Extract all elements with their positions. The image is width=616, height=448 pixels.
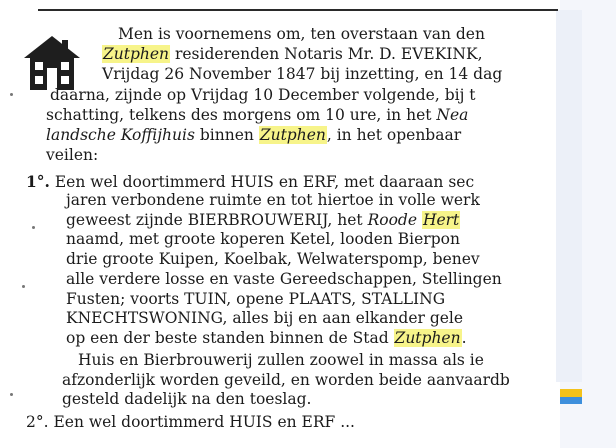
text-segment: , in het openbaar bbox=[326, 126, 462, 144]
text-segment: drie groote Kuipen, Koelbak, Welwaterspomp, benev bbox=[66, 250, 480, 268]
text-line bbox=[62, 372, 510, 389]
text-line bbox=[46, 127, 461, 144]
print-speck bbox=[10, 93, 13, 96]
text-segment: residerenden Notaris Mr. D. EVEKINK, bbox=[170, 45, 483, 63]
text-segment: naamd, met groote koperen Ketel, looden Bierpon bbox=[66, 230, 460, 248]
highlighted-word: Zutphen bbox=[259, 126, 326, 144]
blue-marker bbox=[560, 397, 582, 404]
text-line bbox=[78, 352, 484, 369]
text-segment: alle verdere losse en vaste Gereedschappen, Stellingen bbox=[66, 270, 502, 288]
text-line bbox=[26, 173, 474, 191]
text-segment: Vrijdag 26 November 1847 bij inzetting, en 14 dag bbox=[102, 65, 503, 83]
text-line bbox=[118, 26, 485, 43]
highlighted-word: Hert bbox=[422, 211, 460, 229]
text-segment: 1°. bbox=[26, 172, 50, 191]
text-segment: 2°. Een wel doortimmerd HUIS en ERF ... bbox=[26, 413, 355, 431]
text-line bbox=[46, 147, 98, 164]
text-segment: daarna, zijnde op Vrijdag 10 December volgende, bij t bbox=[50, 86, 476, 104]
text-segment: geweest zijnde BIERBROUWERIJ, het bbox=[66, 211, 368, 229]
text-line bbox=[62, 391, 311, 408]
side-strip-shade bbox=[556, 10, 582, 382]
top-rule bbox=[38, 9, 558, 11]
text-line bbox=[66, 271, 502, 288]
text-line bbox=[102, 66, 502, 83]
text-line bbox=[66, 310, 463, 327]
text-segment: op een der beste standen binnen de Stad bbox=[66, 329, 394, 347]
text-segment: binnen bbox=[194, 126, 259, 144]
house-icon bbox=[22, 34, 82, 92]
yellow-marker bbox=[560, 389, 582, 397]
highlighted-word: Zutphen bbox=[103, 45, 170, 63]
text-segment: . bbox=[461, 329, 467, 347]
text-segment: Een wel doortimmerd HUIS en ERF, met daaraan sec bbox=[49, 173, 475, 191]
text-segment: schatting, telkens des morgens om 10 ure, in het bbox=[46, 106, 437, 124]
text-line bbox=[50, 87, 476, 104]
text-line bbox=[102, 46, 483, 63]
text-line bbox=[66, 291, 445, 308]
text-line bbox=[66, 192, 480, 209]
text-segment: Nea bbox=[436, 106, 469, 124]
text-line bbox=[66, 212, 460, 229]
text-segment: afzonderlijk worden geveild, en worden beide aanvaardb bbox=[62, 371, 510, 389]
print-speck bbox=[32, 226, 35, 229]
text-segment: Roode bbox=[367, 211, 422, 229]
text-segment: Fusten; voorts TUIN, opene PLAATS, STALLING bbox=[66, 290, 446, 308]
text-segment: Huis en Bierbrouwerij zullen zoowel in massa als ie bbox=[78, 351, 484, 369]
text-segment: Men is voornemens om, ten overstaan van den bbox=[118, 25, 485, 43]
print-speck bbox=[22, 285, 25, 288]
text-segment: veilen: bbox=[46, 146, 99, 164]
text-line bbox=[66, 231, 460, 248]
text-line bbox=[46, 107, 468, 124]
text-segment: KNECHTSWONING, alles bij en aan elkander gele bbox=[66, 309, 464, 327]
highlighted-word: Zutphen bbox=[394, 329, 461, 347]
text-segment: landsche Koffijhuis bbox=[46, 126, 195, 144]
print-speck bbox=[10, 393, 13, 396]
text-line bbox=[26, 414, 355, 431]
side-strip bbox=[560, 0, 616, 448]
text-line bbox=[66, 251, 480, 268]
text-segment: jaren verbondene ruimte en tot hiertoe in volle werk bbox=[66, 191, 480, 209]
text-line bbox=[66, 330, 467, 347]
text-segment: gesteld dadelijk na den toeslag. bbox=[62, 390, 312, 408]
